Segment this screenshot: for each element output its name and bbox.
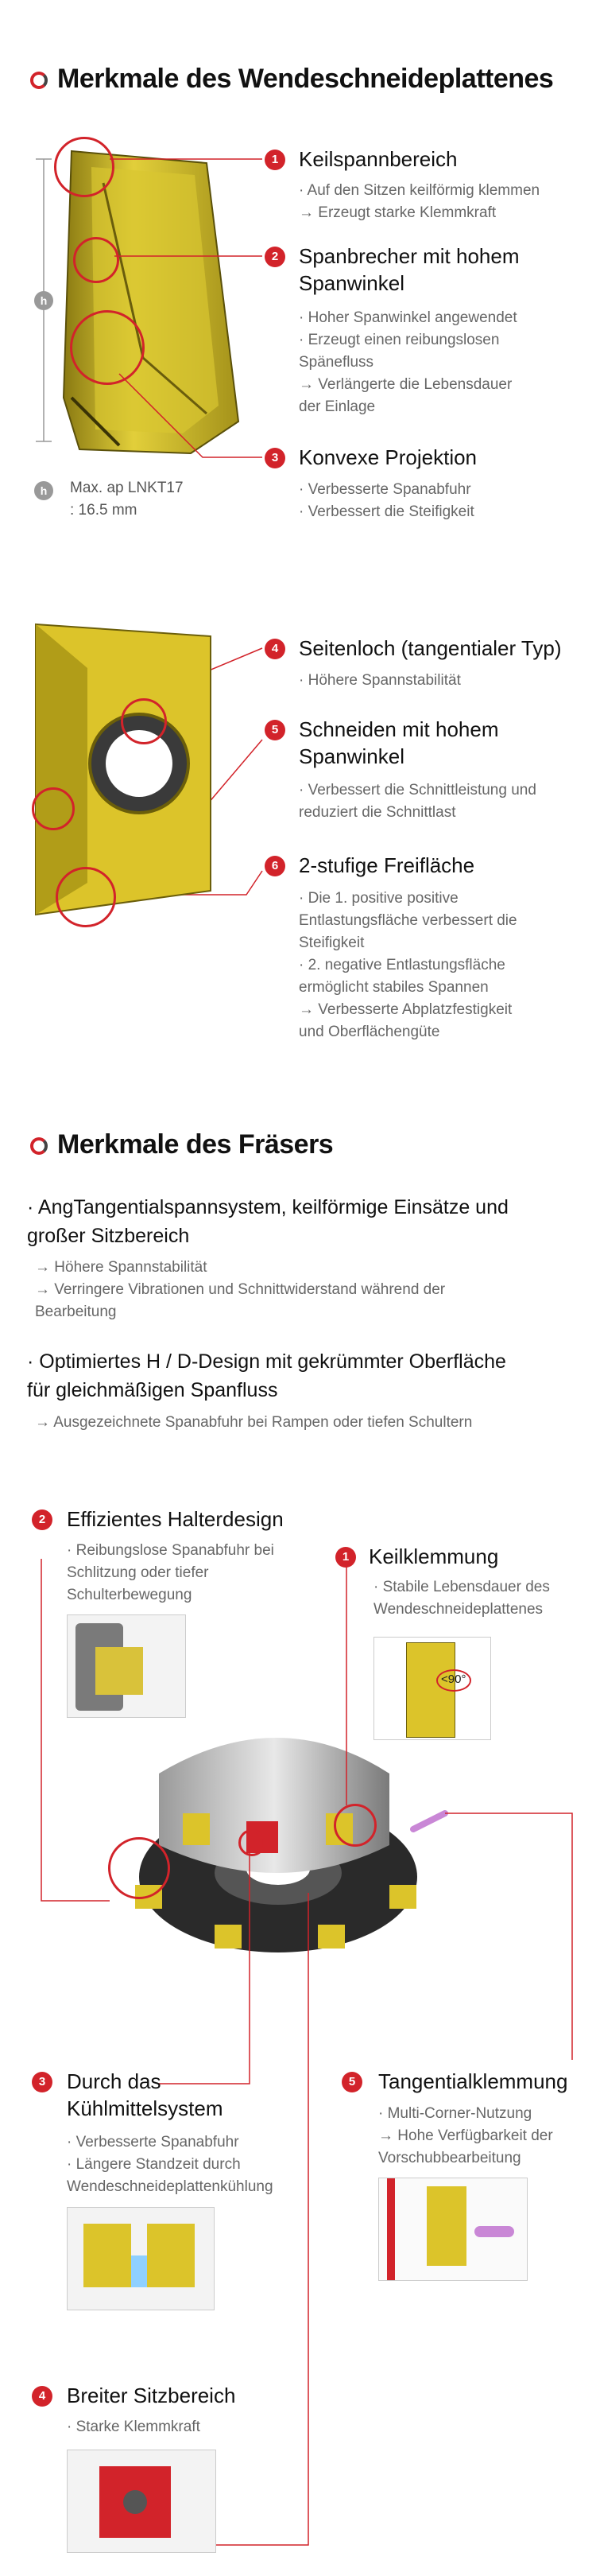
cutter-title-1: Keilklemmung (369, 1544, 499, 1568)
seat-area-thumb (67, 2450, 216, 2553)
feature-title-2: Spanbrecher mit hohem Spanwinkel (299, 244, 520, 295)
tangential-clamp-thumb (378, 2178, 528, 2281)
section-title-insert: Merkmale des Wendeschneideplattenes (57, 64, 554, 94)
cutter-point-1: · AngTangentialspannsystem, keilförmige Einsätze und großer Sitzbereich (27, 1196, 509, 1247)
feature-desc-6: · Die 1. positive positive Entlastungsfläche verbessert die Steifigkeit · 2. negative Entlastungsfläche ermöglicht stabiles Spannen → Verbesserte Abplatzfestigkeit und Oberflächengüte (299, 890, 517, 1040)
feature-badge-5: 5 (265, 720, 285, 740)
cutter-desc-1: · Stabile Lebensdauer des Wendeschneideplattenes (373, 1579, 550, 1618)
feature-badge-6: 6 (265, 856, 285, 876)
section-icon (30, 1137, 48, 1155)
feature-badge-4: 4 (265, 639, 285, 659)
height-icon-legend: h (34, 481, 53, 500)
feature-title-3: Konvexe Projektion (299, 445, 478, 469)
cutter-badge-2: 2 (32, 1509, 52, 1530)
cutter-point-2-subs: → Ausgezeichnete Spanabfuhr bei Rampen oder tiefen Schultern (35, 1414, 473, 1431)
coolant-thumb (67, 2207, 215, 2310)
cutter-point-1-subs: → Höhere Spannstabilität → Verringere Vibrationen und Schnittwiderstand während der Bearbeitung (35, 1259, 446, 1320)
feature-title-5: Schneiden mit hohem Spanwinkel (299, 717, 499, 768)
insert-side-image (32, 620, 215, 923)
section-title-cutter: Merkmale des Fräsers (57, 1129, 334, 1160)
cutter-title-5: Tangentialklemmung (378, 2069, 568, 2093)
feature-desc-4: · Höhere Spannstabilität (299, 672, 461, 689)
cutter-badge-1: 1 (335, 1547, 356, 1568)
feature-badge-1: 1 (265, 150, 285, 170)
angle-label: <90° (441, 1673, 466, 1686)
cutter-desc-5: · Multi-Corner-Nutzung → Hohe Verfügbarkeit der Vorschubbearbeitung (378, 2105, 553, 2166)
feature-desc-2: · Hoher Spanwinkel angewendet · Erzeugt einen reibungslosen Spänefluss → Verlängerte die Lebensdauer der Einlage (299, 309, 517, 415)
cutter-badge-5: 5 (342, 2072, 362, 2092)
circle-marker-4 (121, 698, 167, 744)
cutter-badge-3: 3 (32, 2072, 52, 2092)
feature-title-6: 2-stufige Freifläche (299, 853, 475, 877)
cutter-title-2: Effizientes Halterdesign (67, 1507, 284, 1531)
cutter-desc-3: · Verbesserte Spanabfuhr · Längere Standzeit durch Wendeschneideplattenkühlung (67, 2134, 273, 2195)
feature-badge-3: 3 (265, 448, 285, 468)
feature-title-4: Seitenloch (tangentialer Typ) (299, 636, 562, 660)
feature-title-1: Keilspannbereich (299, 147, 458, 171)
cutter-desc-4: · Starke Klemmkraft (67, 2419, 200, 2435)
cutter-desc-2: · Reibungslose Spanabfuhr bei Schlitzung oder tiefer Schulterbewegung (67, 1542, 274, 1603)
cutter-title-3: Durch das Kühlmittelsystem (67, 2069, 223, 2120)
feature-desc-5: · Verbessert die Schnittleistung und reduziert die Schnittlast (299, 782, 536, 821)
cutter-title-4: Breiter Sitzbereich (67, 2384, 236, 2407)
circle-marker-5 (32, 787, 75, 830)
feature-desc-1: · Auf den Sitzen keilförmig klemmen → Erzeugt starke Klemmkraft (299, 182, 540, 221)
height-icon: h (34, 291, 53, 310)
spec-text: Max. ap LNKT17 : 16.5 mm (70, 480, 184, 519)
cutter-badge-4: 4 (32, 2386, 52, 2407)
circle-marker-6 (56, 867, 116, 927)
cutter-point-2: · Optimiertes H / D-Design mit gekrümmter Oberfläche für gleichmäßigen Spanfluss (27, 1350, 506, 1401)
feature-badge-2: 2 (265, 247, 285, 267)
feature-desc-3: · Verbesserte Spanabfuhr · Verbessert die Steifigkeit (299, 481, 474, 520)
